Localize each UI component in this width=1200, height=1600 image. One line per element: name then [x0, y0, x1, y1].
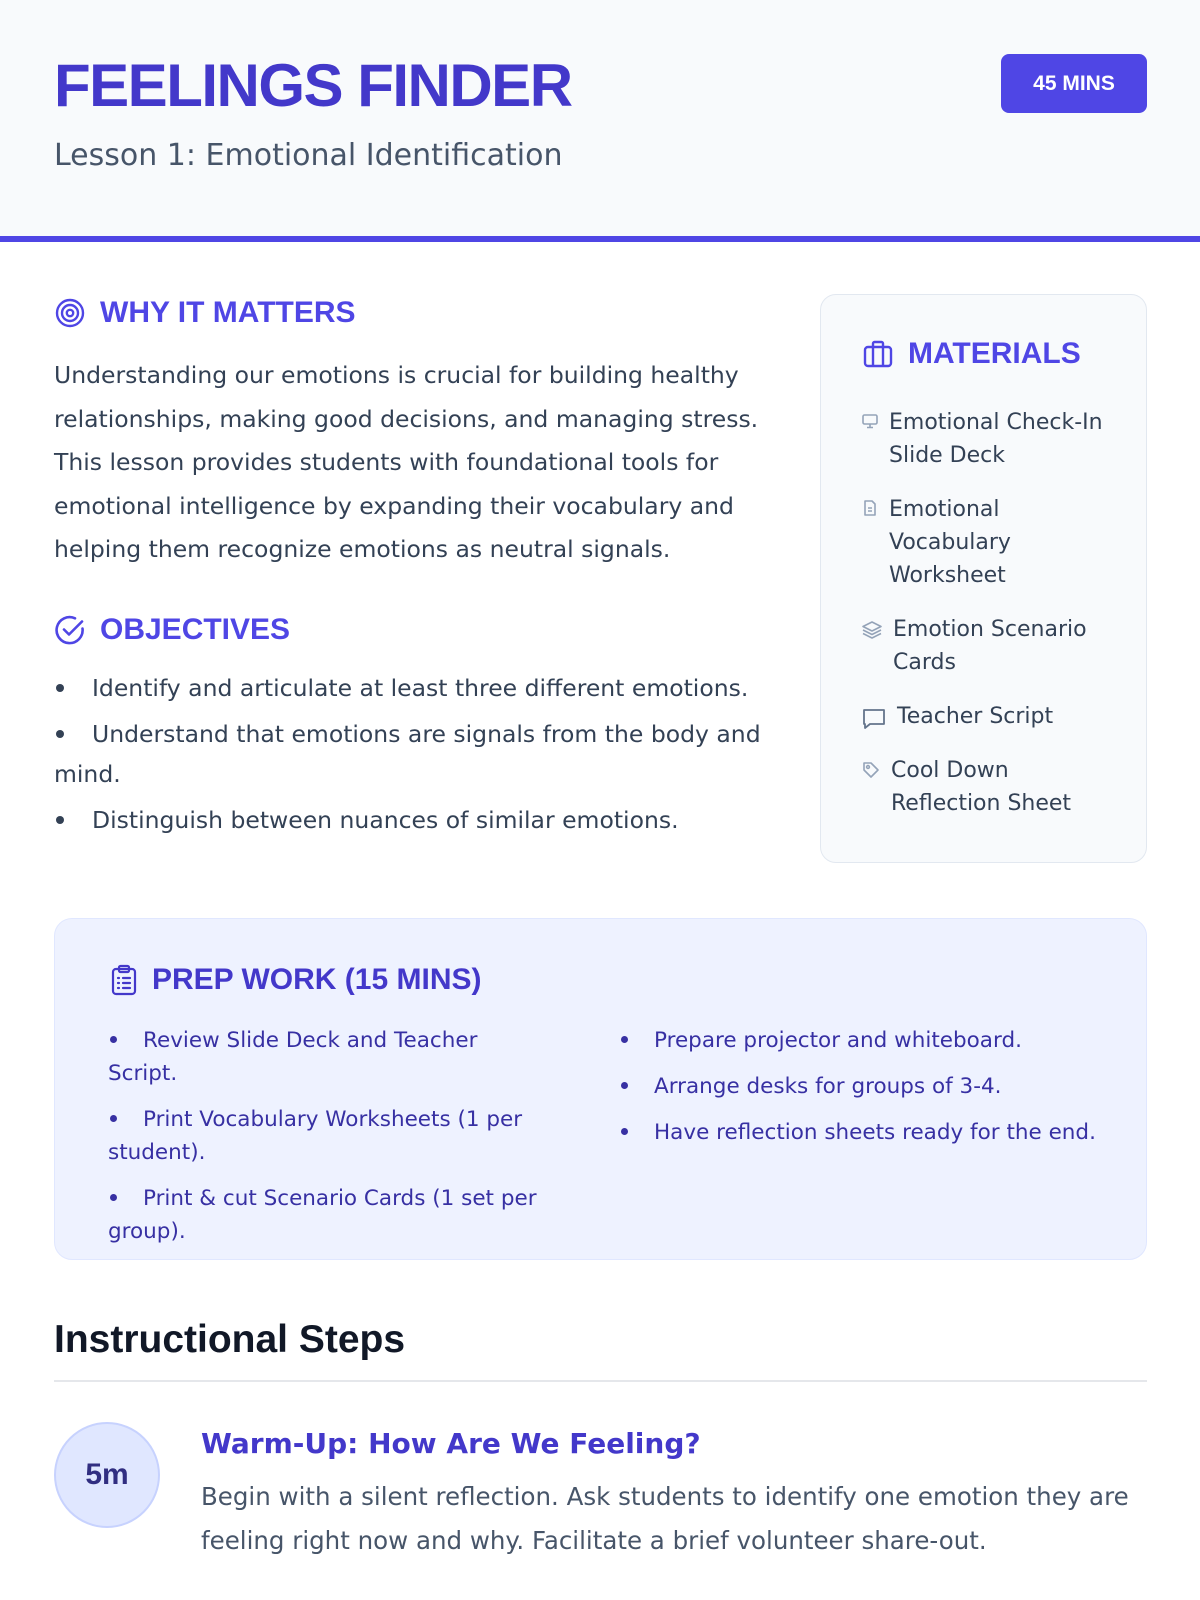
- clipboard-icon: [110, 964, 138, 996]
- material-item-slide-deck: [861, 406, 1111, 472]
- material-item-label: Cool Down Reflection Sheet: [891, 758, 1072, 816]
- list-item: Print Vocabulary Worksheets (1 per student).: [108, 1103, 548, 1169]
- list-item: Print & cut Scenario Cards (1 set per group).: [108, 1182, 548, 1248]
- objectives-heading-label: OBJECTIVES: [100, 613, 291, 646]
- why-it-matters-text: Understanding our emotions is crucial for building healthy relationships, making good decisions, and managing stress. This lesson provides students with foundational tools for emotional intelligence by expanding their vocabulary and helping them recognize emotions as neutral signals.: [54, 361, 759, 563]
- material-item-worksheet: [861, 493, 1111, 592]
- check-circle-icon: [54, 614, 86, 646]
- chat-bubble-icon: [861, 706, 887, 732]
- materials-heading: [862, 337, 1081, 371]
- lesson-header: [0, 0, 1200, 242]
- prep-work-heading: [110, 963, 482, 997]
- objectives-heading: [54, 613, 290, 647]
- lesson-title: FEELINGS FINDER: [54, 52, 572, 119]
- materials-list: [861, 406, 1111, 841]
- monitor-icon: [861, 412, 879, 430]
- material-item-label: Emotional Vocabulary Worksheet: [889, 497, 1011, 588]
- why-it-matters-heading-label: WHY IT MATTERS: [100, 296, 356, 329]
- list-item: Review Slide Deck and Teacher Script.: [108, 1024, 548, 1090]
- material-item-label: Emotion Scenario Cards: [893, 617, 1087, 675]
- why-it-matters-heading: [54, 296, 356, 330]
- list-item: Arrange desks for groups of 3-4.: [619, 1070, 1119, 1103]
- material-item-teacher-script: [861, 700, 1111, 733]
- target-icon: [54, 297, 86, 329]
- duration-badge: 45 MINS: [1001, 54, 1147, 113]
- step-description: Begin with a silent reflection. Ask students to identify one emotion they are feeling right now and why. Facilitate a brief volunteer share-out.: [201, 1482, 1129, 1555]
- prep-list-left: [108, 1024, 548, 1261]
- list-item: Identify and articulate at least three different emotions.: [54, 668, 774, 708]
- material-item-label: Teacher Script: [897, 704, 1054, 729]
- material-item-scenario-cards: [861, 613, 1111, 679]
- prep-list-right: [619, 1024, 1119, 1162]
- list-item: Understand that emotions are signals from the body and mind.: [54, 714, 774, 794]
- layers-icon: [861, 619, 883, 641]
- document-icon: [861, 499, 879, 517]
- prep-work-heading-label: PREP WORK (15 MINS): [152, 963, 482, 996]
- step-title: Warm-Up: How Are We Feeling?: [201, 1427, 701, 1460]
- list-item: Prepare projector and whiteboard.: [619, 1024, 1119, 1057]
- instructional-steps-heading: Instructional Steps: [54, 1318, 406, 1361]
- list-item: Distinguish between nuances of similar emotions.: [54, 800, 774, 840]
- tag-icon: [861, 760, 881, 780]
- lesson-subtitle: Lesson 1: Emotional Identification: [54, 138, 563, 173]
- divider: [54, 1380, 1147, 1382]
- step-duration-badge: 5m: [54, 1422, 160, 1528]
- objectives-list: [54, 668, 774, 846]
- list-item: Have reflection sheets ready for the end.: [619, 1116, 1119, 1149]
- materials-heading-label: MATERIALS: [908, 337, 1081, 370]
- briefcase-icon: [862, 338, 894, 370]
- material-item-reflection-sheet: [861, 754, 1111, 820]
- material-item-label: Emotional Check-In Slide Deck: [889, 410, 1103, 468]
